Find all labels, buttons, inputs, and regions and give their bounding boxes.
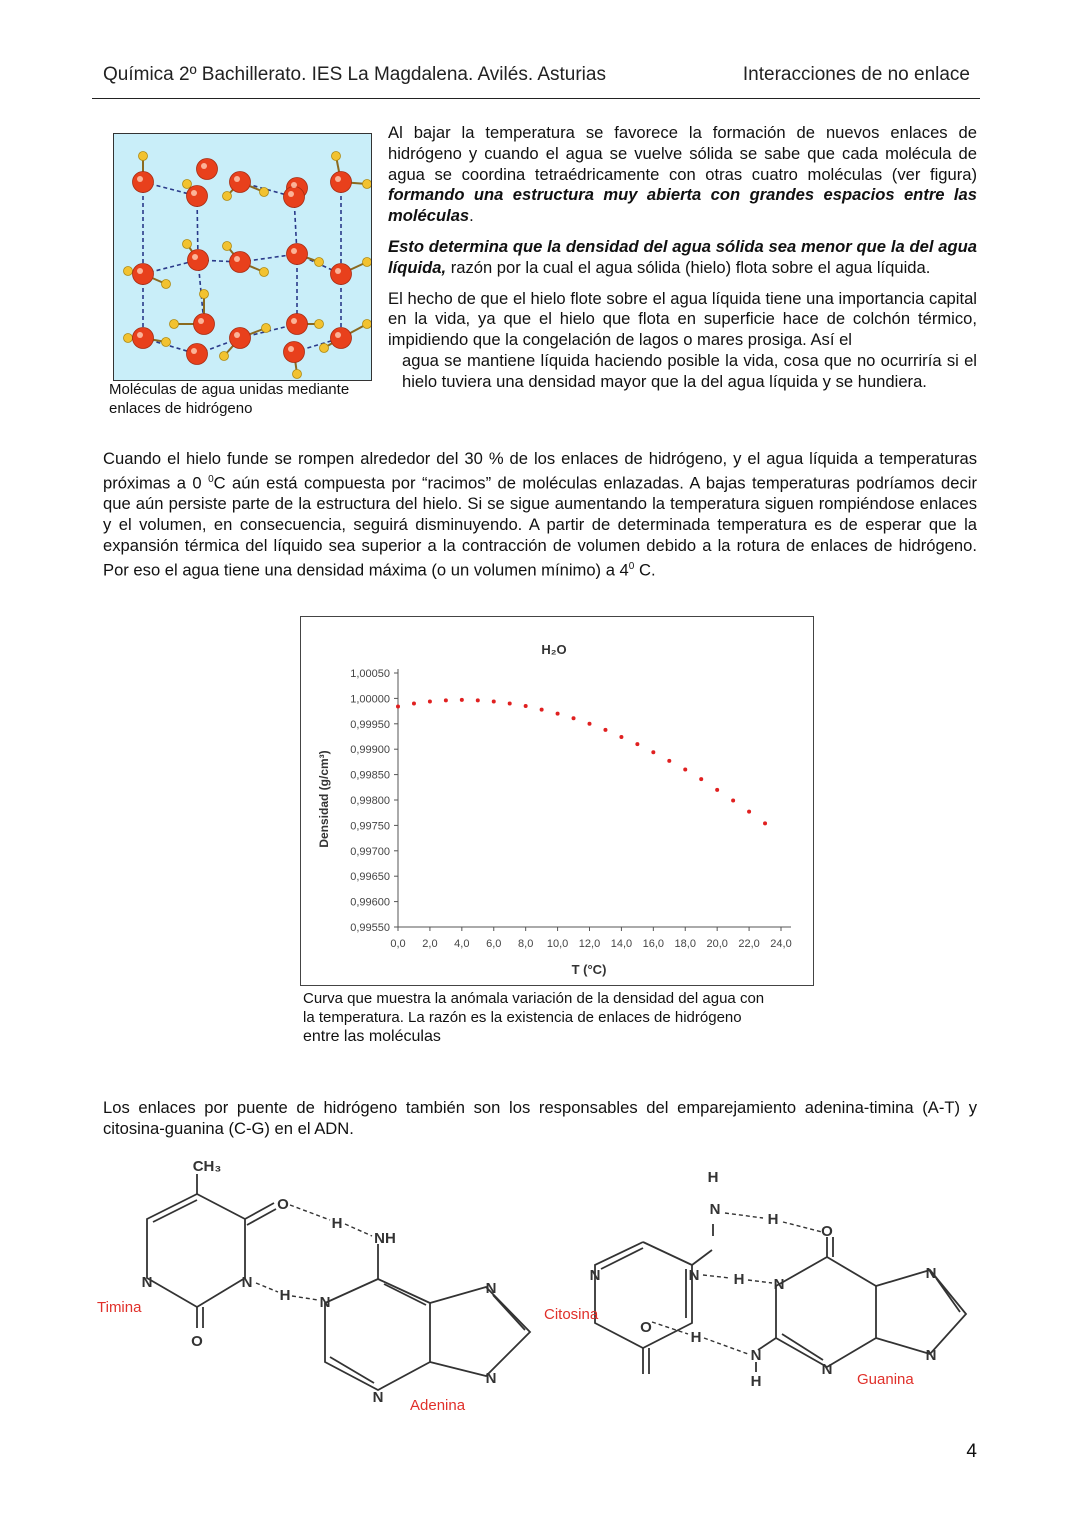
- oxygen-atom: [230, 252, 251, 273]
- oxygen-highlight: [335, 332, 341, 338]
- atom-h-4: H: [733, 1271, 745, 1288]
- atom-h-cyt-top: H: [707, 1169, 719, 1186]
- oxygen-atom: [230, 172, 251, 193]
- x-tick-label: 16,0: [642, 938, 665, 950]
- oxygen-highlight: [335, 176, 341, 182]
- data-point: [651, 750, 655, 754]
- hydrogen-atom: [363, 258, 372, 267]
- y-tick-label: 0,99650: [350, 871, 390, 884]
- hydrogen-atom: [262, 324, 271, 333]
- chart-caption-line2: la temperatura. La razón es la existencia de enlaces de hidrógeno: [303, 1009, 742, 1026]
- oxygen-highlight: [288, 346, 294, 352]
- atom-n-thymine-right: N: [241, 1274, 253, 1291]
- atom-n-guanine-top: N: [925, 1265, 937, 1282]
- chart-y-ticks: [350, 668, 398, 934]
- density-chart: [300, 616, 814, 986]
- hydrogen-atom: [223, 192, 232, 201]
- atom-o-thymine-top: O: [277, 1196, 289, 1213]
- data-point: [699, 777, 703, 781]
- atom-n-thymine-left: N: [141, 1274, 153, 1291]
- x-tick-label: 14,0: [610, 938, 633, 950]
- hydrogen-atom: [315, 320, 324, 329]
- oxygen-atom: [133, 328, 154, 349]
- hydrogen-atom: [320, 344, 329, 353]
- oxygen-atom: [331, 264, 352, 285]
- oxygen-highlight: [201, 163, 207, 169]
- oxygen-atom: [331, 172, 352, 193]
- x-tick-label: 8,0: [518, 938, 534, 950]
- oxygen-highlight: [234, 176, 240, 182]
- right-column: [388, 123, 977, 393]
- oxygen-atom: [284, 342, 305, 363]
- paragraph-3: El hecho de que el hielo flote sobre el agua líquida tiene una importancia capital en la vida, ya que el hielo que flota en superficie hace de colchón térmico, impidiendo que la congelación de lagos o mares prosiga. Así el: [388, 288, 977, 350]
- atom-n-adenine-bottom: N: [372, 1389, 384, 1406]
- ice-figure: [113, 133, 372, 381]
- oxygen-highlight: [291, 248, 297, 254]
- y-tick-label: 0,99800: [350, 795, 390, 807]
- header-rule: [92, 98, 980, 99]
- data-point: [396, 705, 400, 709]
- data-point: [492, 699, 496, 703]
- x-tick-label: 4,0: [454, 938, 470, 950]
- paragraph-2: Esto determina que la densidad del agua sólida sea menor que la del agua líquida, razón por la cual el agua sólida (hielo) flota sobre el agua líquida.: [388, 236, 977, 277]
- paragraph-5: Los enlaces por puente de hidrógeno también son los responsables del emparejamiento adenina-timina (A-T) y citosina-guanina (C-G) en el ADN.: [103, 1098, 977, 1138]
- y-tick-label: 0,99950: [350, 718, 390, 731]
- x-tick-label: 10,0: [546, 938, 569, 950]
- dna-atom-labels: [142, 1158, 937, 1406]
- hydrogen-atom: [293, 370, 302, 379]
- data-point: [667, 759, 671, 763]
- x-tick-label: 2,0: [422, 938, 438, 950]
- density-chart-svg: [301, 617, 813, 985]
- ice-structure-illustration: [114, 134, 371, 380]
- chart-caption-line3: entre las moléculas: [303, 1028, 441, 1045]
- atom-o-thymine-bottom: O: [191, 1333, 203, 1350]
- ice-caption-line1: Moléculas de agua unidas mediante: [109, 381, 350, 398]
- atom-h-1: H: [331, 1215, 343, 1232]
- y-tick-label: 1,00050: [350, 668, 390, 680]
- oxygen-highlight: [137, 268, 143, 274]
- atom-nh-adenine: NH: [374, 1230, 396, 1247]
- label-guanina: Guanina: [857, 1371, 914, 1388]
- oxygen-atom: [133, 172, 154, 193]
- hydrogen-atom: [363, 320, 372, 329]
- data-point: [763, 821, 767, 825]
- oxygen-atom: [197, 159, 218, 180]
- hydrogen-atom: [200, 290, 209, 299]
- hydrogen-atom: [183, 180, 192, 189]
- y-tick-label: 0,99750: [350, 820, 390, 833]
- atom-ch3: CH₃: [192, 1158, 222, 1175]
- chart-x-ticks: [390, 927, 791, 950]
- atom-h-guanine-amino: H: [750, 1373, 762, 1390]
- data-point: [524, 704, 528, 708]
- oxygen-atom: [284, 187, 305, 208]
- dna-bonds: [147, 1174, 966, 1390]
- hydrogen-atom: [260, 188, 269, 197]
- oxygen-highlight: [234, 332, 240, 338]
- paragraph-4: Cuando el hielo funde se rompen alrededor del 30 % de los enlaces de hidrógeno, y el agua líquida a temperaturas próximas a 0 $^0$C aún está compuesta por “racimos” de moléculas enlazadas. A bajas temperaturas podríamos decir que aún persiste parte de la estructura del hielo. Si se sigue aumentando la temperatura siguen rompiéndose enlaces y el volumen, en consecuencia, seguirá disminuyendo. A partir de determinada temperatura es de esperar que la expansión térmica del líquido sea superior a la contracción de volumen debido a la rotura de enlaces de hidrógeno. Por eso el agua tiene una densidad máxima (o un volumen mínimo) a $4^0$ C.: [103, 449, 977, 580]
- data-point: [747, 810, 751, 814]
- data-point: [412, 701, 416, 705]
- data-point: [556, 712, 560, 716]
- hydrogen-atom: [162, 280, 171, 289]
- oxygen-highlight: [192, 254, 198, 260]
- data-point: [540, 708, 544, 712]
- atom-n-cyt-left: N: [589, 1267, 601, 1284]
- hydrogen-atom: [183, 240, 192, 249]
- atom-n-guanine-left: N: [773, 1276, 785, 1293]
- y-tick-label: 0,99700: [350, 845, 390, 858]
- chart-caption-line1: Curva que muestra la anómala variación de la densidad del agua con: [303, 990, 765, 1007]
- oxygen-highlight: [291, 182, 297, 188]
- hydrogen-atom: [170, 320, 179, 329]
- data-point: [603, 728, 607, 732]
- hydrogen-atom: [223, 242, 232, 251]
- hydrogen-atom: [139, 152, 148, 161]
- oxygen-highlight: [191, 190, 197, 196]
- atom-o-guanine: O: [821, 1223, 833, 1240]
- x-tick-label: 12,0: [578, 938, 601, 950]
- label-adenina: Adenina: [410, 1397, 466, 1414]
- atom-h-3: H: [767, 1211, 779, 1228]
- hydrogen-atom: [315, 258, 324, 267]
- atom-o-cytosine: O: [640, 1319, 652, 1336]
- oxygen-atom: [287, 314, 308, 335]
- paragraph-5-block: [103, 1098, 977, 1140]
- hydrogen-atom: [124, 267, 133, 276]
- chart-y-label: Densidad (g/cm³): [317, 750, 331, 848]
- label-citosina: Citosina: [544, 1306, 599, 1323]
- atom-n-adenine-right: N: [485, 1370, 497, 1387]
- chart-points: [396, 698, 767, 825]
- data-point: [444, 698, 448, 702]
- x-tick-label: 20,0: [706, 938, 728, 950]
- data-point: [635, 742, 639, 746]
- data-point: [731, 799, 735, 803]
- atom-n-guanine-bottom: N: [821, 1361, 833, 1378]
- x-tick-label: 0,0: [390, 938, 406, 950]
- chart-title: H₂O: [541, 642, 567, 657]
- oxygen-highlight: [137, 176, 143, 182]
- data-point: [588, 722, 592, 726]
- ice-caption: [109, 380, 379, 418]
- data-point: [508, 701, 512, 705]
- data-point: [683, 768, 687, 772]
- page-number: 4: [966, 1441, 977, 1462]
- oxygen-atom: [331, 328, 352, 349]
- data-point: [572, 716, 576, 720]
- paragraph-4-block: [103, 449, 977, 581]
- data-point: [715, 788, 719, 792]
- atom-h-5: H: [690, 1329, 702, 1346]
- oxygen-highlight: [234, 256, 240, 262]
- oxygen-highlight: [137, 332, 143, 338]
- paragraph-3-cont: agua se mantiene líquida haciendo posible la vida, cosa que no ocurriría si el hielo tuviera una densidad mayor que la del agua líquida y se hundiera.: [402, 350, 977, 391]
- atom-n-cyt-right: N: [688, 1267, 700, 1284]
- oxygen-highlight: [288, 191, 294, 197]
- hydrogen-atom: [162, 338, 171, 347]
- atom-n-guanine-amino: N: [750, 1347, 762, 1364]
- oxygen-atom: [287, 244, 308, 265]
- atom-n-adenine-top: N: [485, 1280, 497, 1297]
- hydrogen-atom: [363, 180, 372, 189]
- x-tick-label: 6,0: [486, 938, 502, 950]
- oxygen-atom: [230, 328, 251, 349]
- oxygen-highlight: [191, 348, 197, 354]
- oxygen-atom: [187, 344, 208, 365]
- atom-n-guanine-right: N: [925, 1347, 937, 1364]
- chart-caption: [303, 989, 823, 1046]
- header-left: Química 2º Bachillerato. IES La Magdalena. Avilés. Asturias: [103, 64, 606, 85]
- oxygen-atom: [187, 186, 208, 207]
- data-point: [619, 735, 623, 739]
- y-tick-label: 0,99900: [350, 744, 390, 757]
- dna-base-pairs-diagram: [0, 1150, 1080, 1420]
- oxygen-highlight: [291, 318, 297, 324]
- y-tick-label: 0,99550: [350, 922, 390, 934]
- x-tick-label: 18,0: [674, 938, 696, 950]
- data-point: [428, 699, 432, 703]
- label-timina: Timina: [97, 1299, 142, 1316]
- y-tick-label: 0,99600: [350, 896, 390, 909]
- y-tick-label: 1,00000: [350, 693, 390, 706]
- header-right: Interacciones de no enlace: [742, 64, 970, 85]
- x-tick-label: 22,0: [738, 938, 760, 950]
- y-tick-label: 0,99850: [350, 769, 390, 782]
- oxygen-atom: [188, 250, 209, 271]
- hydrogen-atom: [220, 352, 229, 361]
- data-point: [460, 698, 464, 702]
- chart-x-label: T (°C): [571, 962, 607, 977]
- chart-axes: [398, 669, 791, 927]
- oxygen-highlight: [335, 268, 341, 274]
- hydrogen-atom: [332, 152, 341, 161]
- oxygen-highlight: [198, 318, 204, 324]
- oxygen-atom: [133, 264, 154, 285]
- data-point: [476, 698, 480, 702]
- paragraph-1: Al bajar la temperatura se favorece la formación de nuevos enlaces de hidrógeno y cuando el agua se vuelve sólida se sabe que cada molécula de agua se coordina tetraédricamente con otras cuatro moléculas (ver figura) formando una estructura muy abierta con grandes espacios entre las moléculas.: [388, 123, 977, 226]
- atom-n-adenine-left: N: [319, 1294, 331, 1311]
- hydrogen-atom: [260, 268, 269, 277]
- atom-n-cyt-top: N: [709, 1201, 721, 1218]
- hydrogen-atom: [124, 334, 133, 343]
- ice-caption-line2: enlaces de hidrógeno: [109, 400, 253, 417]
- atom-h-2: H: [279, 1287, 291, 1304]
- x-tick-label: 24,0: [770, 938, 792, 950]
- oxygen-atom: [194, 314, 215, 335]
